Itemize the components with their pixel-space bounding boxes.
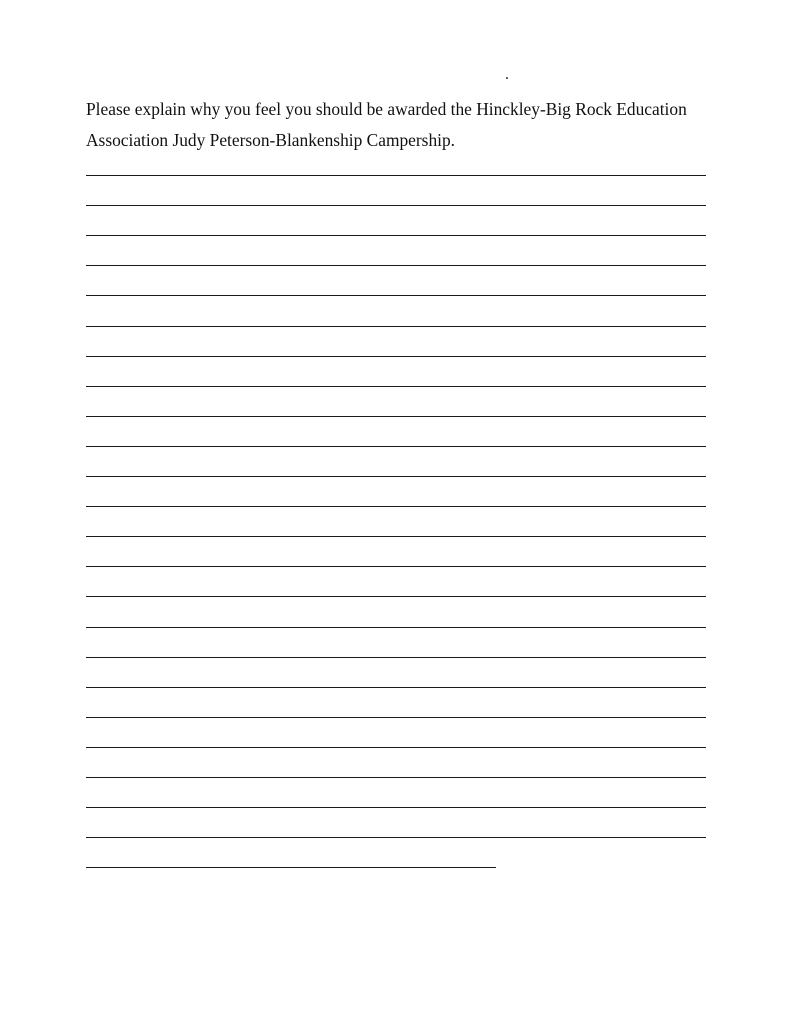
answer-line[interactable]: [86, 265, 706, 266]
answer-line[interactable]: [86, 205, 706, 206]
prompt-line-2: Association Judy Peterson-Blankenship Campership.: [86, 130, 456, 150]
answer-line[interactable]: [86, 717, 706, 718]
answer-line[interactable]: [86, 687, 706, 688]
answer-line[interactable]: [86, 295, 706, 296]
answer-line[interactable]: [86, 657, 706, 658]
answer-line[interactable]: [86, 416, 706, 417]
answer-line[interactable]: [86, 476, 706, 477]
answer-line[interactable]: [86, 175, 706, 176]
answer-line[interactable]: [86, 356, 706, 357]
answer-line[interactable]: [86, 536, 706, 537]
answer-line[interactable]: [86, 837, 706, 838]
answer-line[interactable]: [86, 777, 706, 778]
answer-line[interactable]: [86, 867, 496, 868]
answer-line[interactable]: [86, 596, 706, 597]
prompt-line-1: Please explain why you feel you should be awarded the Hinckley-Big Rock Education: [86, 99, 687, 119]
answer-line[interactable]: [86, 807, 706, 808]
answer-line[interactable]: [86, 235, 706, 236]
answer-line[interactable]: [86, 747, 706, 748]
answer-line[interactable]: [86, 566, 706, 567]
answer-line[interactable]: [86, 506, 706, 507]
answer-line[interactable]: [86, 627, 706, 628]
answer-line[interactable]: [86, 446, 706, 447]
answer-line[interactable]: [86, 386, 706, 387]
answer-line[interactable]: [86, 326, 706, 327]
